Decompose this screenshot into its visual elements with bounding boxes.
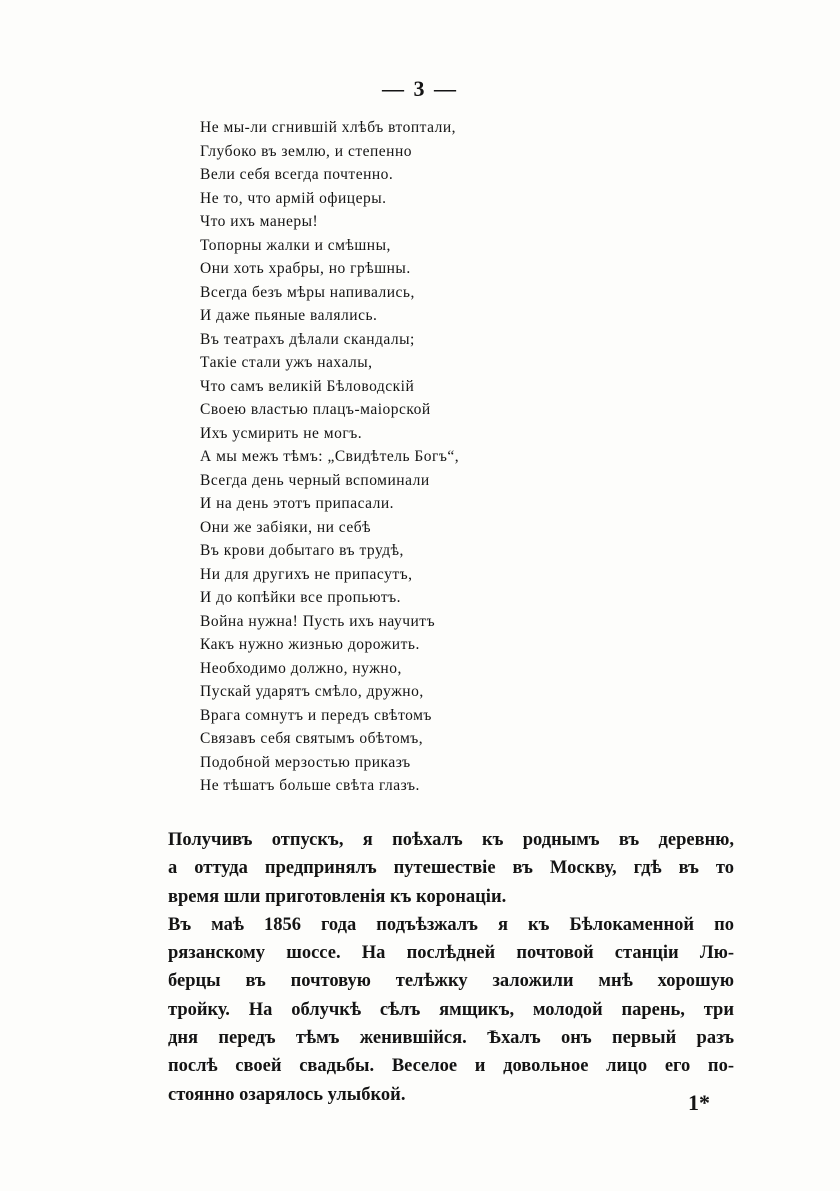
- prose-line: дня передъ тѣмъ женившійся. Ѣхалъ онъ первый разъ: [168, 1028, 734, 1049]
- page-number: — 3 —: [382, 76, 458, 101]
- poem-line: Не то, что армій офицеры.: [200, 189, 387, 207]
- poem-line: Топорны жалки и смѣшны,: [200, 236, 391, 254]
- poem-line: Подобной мерзостью приказъ: [200, 753, 411, 771]
- poem-line: Они хоть храбры, но грѣшны.: [200, 260, 411, 277]
- poem-line: Ихъ усмирить не могъ.: [200, 424, 363, 442]
- poem-line: Какъ нужно жизнью дорожить.: [200, 636, 420, 653]
- poem-line: И до копѣйки все пропьютъ.: [200, 589, 402, 606]
- poem-line: А мы межъ тѣмъ: „Свидѣтель Богъ“,: [200, 448, 460, 465]
- poem-line: Необходимо должно, нужно,: [200, 659, 402, 677]
- prose-line: Въ маѣ 1856 года подъѣзжалъ я къ Бѣлокаменной по: [168, 914, 734, 935]
- signature-mark: 1*: [688, 1090, 710, 1115]
- poem-line: Не тѣшатъ больше свѣта глазъ.: [200, 777, 420, 794]
- poem-block: [200, 116, 620, 798]
- poem-line: Всегда день черный вспоминали: [200, 471, 430, 489]
- poem-line: Война нужна! Пусть ихъ научитъ: [200, 612, 436, 630]
- prose-line: Получивъ отпускъ, я поѣхалъ къ роднымъ въ деревню,: [168, 830, 734, 850]
- poem-line: Они же забіяки, ни себѣ: [200, 518, 372, 536]
- poem-line: Глубоко въ землю, и степенно: [200, 142, 412, 160]
- poem-line: Ни для другихъ не припасутъ,: [200, 565, 413, 583]
- prose-line: время шли приготовленія къ коронаціи.: [168, 886, 507, 907]
- prose-block: [168, 826, 734, 1109]
- prose-line: а оттуда предпринялъ путешествіе въ Москву, гдѣ въ то: [168, 858, 734, 879]
- prose-line: рязанскому шоссе. На послѣдней почтовой станціи Лю-: [168, 943, 734, 964]
- poem-line: Своею властью плацъ-маіорской: [200, 401, 431, 418]
- prose-line: послѣ своей свадьбы. Веселое и довольное лицо его по-: [168, 1056, 734, 1077]
- poem-line: И даже пьяные валялись.: [200, 307, 378, 324]
- poem-line: Не мы-ли сгнившій хлѣбъ втоптали,: [200, 119, 457, 136]
- prose-line: тройку. На облучкѣ сѣлъ ямщикъ, молодой парень, три: [168, 999, 734, 1020]
- poem-line: Что ихъ манеры!: [200, 213, 319, 230]
- prose-line: стоянно озарялось улыбкой.: [168, 1084, 406, 1105]
- poem-line: Всегда безъ мѣры напивались,: [200, 283, 415, 301]
- poem-line: Такіе стали ужъ нахалы,: [200, 354, 373, 371]
- prose-line: берцы въ почтовую телѣжку заложили мнѣ хорошую: [168, 971, 734, 992]
- poem-line: И на день этотъ припасали.: [200, 495, 395, 512]
- poem-line: Пускай ударятъ смѣло, дружно,: [200, 683, 424, 700]
- poem-line: Въ крови добытаго въ трудѣ,: [200, 542, 404, 559]
- poem-line: Что самъ великій Бѣловодскій: [200, 377, 415, 395]
- poem-line: Связавъ себя святымъ обѣтомъ,: [200, 730, 424, 747]
- poem-line: Вели себя всегда почтенно.: [200, 166, 394, 183]
- poem-line: Врага сомнутъ и передъ свѣтомъ: [200, 706, 432, 724]
- poem-line: Въ театрахъ дѣлали скандалы;: [200, 330, 415, 348]
